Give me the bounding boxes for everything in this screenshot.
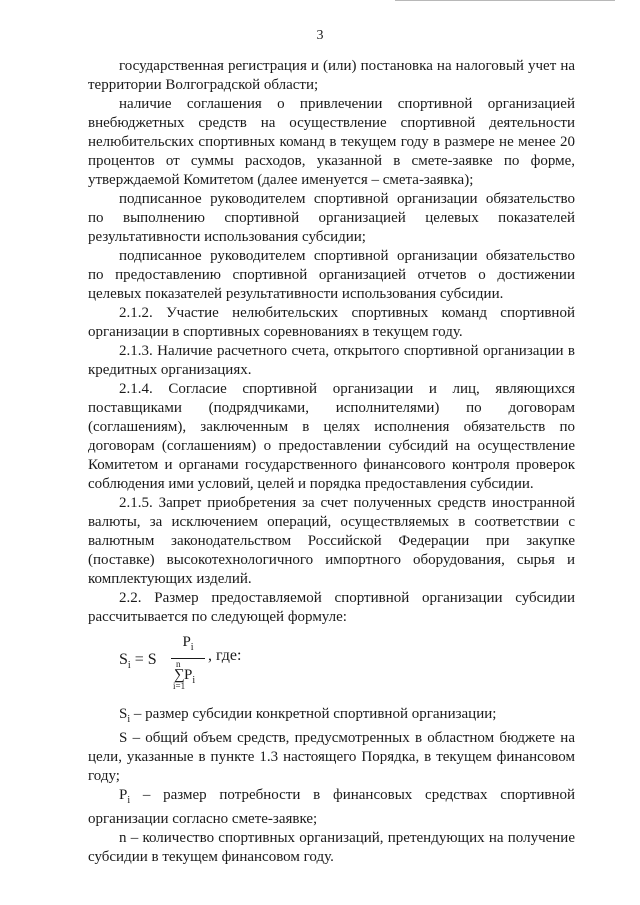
def-text: – общий объем средств, предусмотренных в областном бюджете на цели, указанные в пункте 1.3 настоящего Порядка, в текущем финансовом году; <box>88 730 575 784</box>
paragraph: подписанное руководителем спортивной организации обязательство по выполнению спортивной организацией целевых показателей результативности использования субсидии; <box>88 191 575 245</box>
sum-lower-limit: i=1 <box>173 681 186 691</box>
def-index: i <box>127 795 131 806</box>
paragraph: 2.1.4. Согласие спортивной организации и лиц, являющихся поставщиками (подрядчиками, исполнителями) по договорам (соглашениям), заключенным в целях исполнения обязательств по договорам (соглашениям) о предоставлении субсидий на осуществление Комитетом и органами государственного финансового контроля проверок соблюдения ими условий, целей и порядка предоставления субсидии. <box>88 381 575 492</box>
paragraph: государственная регистрация и (или) постановка на налоговый учет на территории Волгоградской области; <box>88 58 575 93</box>
paragraph: подписанное руководителем спортивной организации обязательство по предоставлению спортивной организацией отчетов о достижении целевых показателей результативности использования субсидии. <box>88 248 575 302</box>
sum-term-index: i <box>192 675 196 686</box>
numerator-index: i <box>190 642 194 653</box>
def-index: i <box>127 714 131 725</box>
paragraph: 2.1.3. Наличие расчетного счета, открытого спортивной организации в кредитных организациях. <box>88 343 575 378</box>
paragraph: 2.1.5. Запрет приобретения за счет полученных средств иностранной валюты, за исключением операций, осуществляемых в соответствии с валютным законодательством Российской Федерации при закупке (поставке) высокотехнологичного импортного оборудования, сырья и комплектующих изделий. <box>88 495 575 587</box>
formula-lhs <box>119 650 157 675</box>
page-number: 3 <box>316 28 324 43</box>
formula-lhs-symbol: S <box>119 651 128 668</box>
def-symbol: n <box>119 830 127 846</box>
definition-pi <box>88 786 575 829</box>
sum-upper-limit: n <box>176 659 181 669</box>
definition-si <box>88 705 575 729</box>
definition-n <box>88 829 575 867</box>
sum-term <box>184 667 195 689</box>
formula-numerator <box>171 633 205 657</box>
def-symbol: S <box>119 706 128 722</box>
formula-denominator <box>171 660 205 696</box>
def-text: – количество спортивных организаций, претендующих на получение субсидии в текущем финансовом году. <box>88 830 575 865</box>
def-text: – размер потребности в финансовых средствах спортивной организации согласно смете-заявке; <box>88 787 575 827</box>
formula-equals-factor: = S <box>130 651 157 668</box>
paragraph: 2.1.2. Участие нелюбительских спортивных команд спортивной организации в спортивных соревнованиях в текущем году. <box>88 305 575 340</box>
paragraph: наличие соглашения о привлечении спортивной организацией внебюджетных средств на осуществление спортивной деятельности нелюбительских спортивных команд в текущем году в размере не менее 20 процентов от суммы расходов, указанной в смете-заявке по форме, утверждаемой Комитетом (далее именуется – смета-заявка); <box>88 96 575 188</box>
paragraph: 2.2. Размер предоставляемой спортивной организации субсидии рассчитывается по следующей формуле: <box>88 590 575 625</box>
def-symbol: S <box>119 730 128 746</box>
definition-s <box>88 729 575 786</box>
document-body <box>88 57 575 867</box>
formula-lhs-index: i <box>127 660 131 672</box>
formula-fraction <box>171 633 205 696</box>
def-text: – размер субсидии конкретной спортивной организации; <box>130 706 497 722</box>
sum-term-symbol: P <box>184 667 193 683</box>
top-rule <box>395 0 615 1</box>
numerator-symbol: P <box>182 634 191 650</box>
formula-tail: , где: <box>208 647 242 664</box>
subsidy-formula <box>88 633 575 695</box>
sum-sign: ∑ <box>174 667 185 683</box>
def-symbol: P <box>119 787 128 803</box>
